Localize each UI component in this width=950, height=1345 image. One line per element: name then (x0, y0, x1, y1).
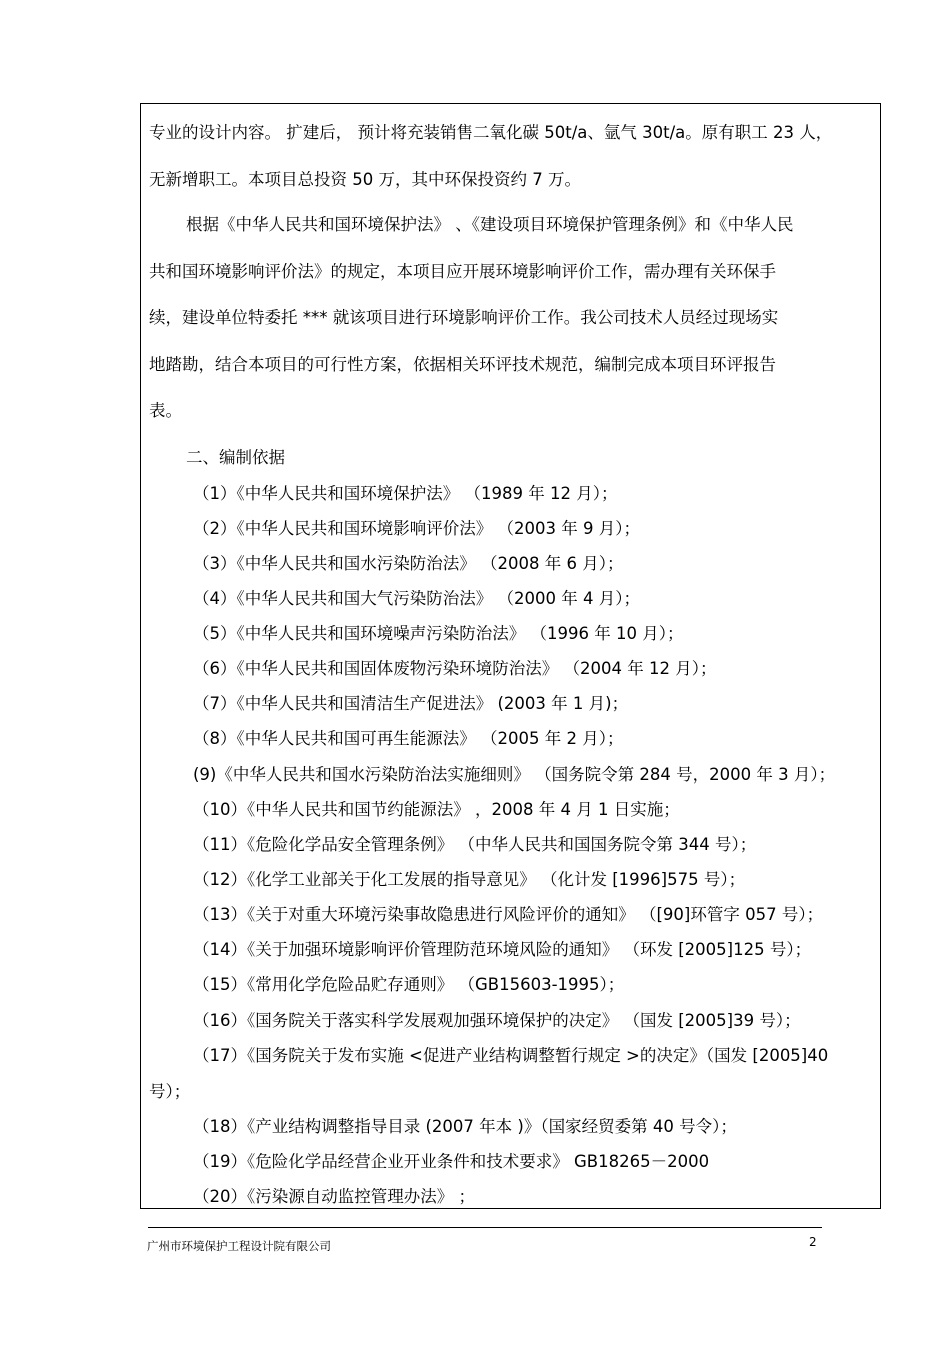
basis-item-18: （18）《产业结构调整指导目录 (2007 年本 )》（国家经贸委第 40 号令）； (193, 1117, 737, 1136)
intro-line-5: 续，建设单位特委托 *** 就该项目进行环境影响评价工作。我公司技术人员经过现场实 (149, 308, 779, 327)
intro-line-2: 无新增职工。本项目总投资 50 万，其中环保投资约 7 万。 (149, 170, 581, 189)
basis-item-13: （13）《关于对重大环境污染事故隐患进行风险评价的通知》 （[90]环管字 057 号）； (193, 905, 824, 924)
basis-item-15: （15）《常用化学危险品贮存通则》 （GB15603-1995）； (193, 975, 625, 994)
basis-item-4: （4）《中华人民共和国大气污染防治法》 （2000 年 4 月）； (193, 589, 640, 608)
page-number: 2 (809, 1235, 817, 1249)
basis-item-17-cont: 号）； (149, 1082, 191, 1101)
basis-item-20: （20）《污染源自动监控管理办法》 ； (193, 1187, 475, 1206)
basis-item-12: （12）《化学工业部关于化工发展的指导意见》 （化计发 [1996]575 号）； (193, 870, 746, 889)
section-title: 二、编制依据 (186, 448, 285, 467)
footer-divider (148, 1227, 822, 1228)
intro-line-4: 共和国环境影响评价法》的规定，本项目应开展环境影响评价工作，需办理有关环保手 (149, 262, 776, 281)
basis-item-7: （7）《中华人民共和国清洁生产促进法》 (2003 年 1 月)； (193, 694, 629, 713)
basis-item-1: （1）《中华人民共和国环境保护法》 （1989 年 12 月）； (193, 484, 618, 503)
basis-item-14: （14）《关于加强环境影响评价管理防范环境风险的通知》 （环发 [2005]125 号）； (193, 940, 812, 959)
basis-item-5: （5）《中华人民共和国环境噪声污染防治法》 （1996 年 10 月）； (193, 624, 684, 643)
basis-item-11: （11）《危险化学品安全管理条例》 （中华人民共和国国务院令第 344 号）； (193, 835, 757, 854)
footer-company: 广州市环境保护工程设计院有限公司 (147, 1239, 331, 1253)
basis-item-16: （16）《国务院关于落实科学发展观加强环境保护的决定》 （国发 [2005]39 号）； (193, 1011, 801, 1030)
basis-item-10: （10）《中华人民共和国节约能源法》 ，2008 年 4 月 1 日实施； (193, 800, 680, 819)
basis-item-8: （8）《中华人民共和国可再生能源法》 （2005 年 2 月）； (193, 729, 624, 748)
intro-line-1: 专业的设计内容。 扩建后， 预计将充装销售二氧化碳 50t/a、氩气 30t/a。原有职工 23 人， (149, 123, 833, 142)
basis-item-9: (9)《中华人民共和国水污染防治法实施细则》 （国务院令第 284 号，2000 年 3 月）； (193, 765, 836, 784)
basis-item-3: （3）《中华人民共和国水污染防治法》 （2008 年 6 月）； (193, 554, 624, 573)
intro-line-3: 根据《中华人民共和国环境保护法》 、《建设项目环境保护管理条例》和《中华人民 (186, 215, 794, 234)
basis-item-6: （6）《中华人民共和国固体废物污染环境防治法》 （2004 年 12 月）； (193, 659, 717, 678)
basis-item-19: （19）《危险化学品经营企业开业条件和技术要求》 GB18265－2000 (193, 1152, 710, 1171)
intro-line-7: 表。 (149, 401, 182, 420)
basis-item-17: （17）《国务院关于发布实施 <促进产业结构调整暂行规定 >的决定》（国发 [2005]40 (193, 1046, 829, 1065)
basis-item-2: （2）《中华人民共和国环境影响评价法》 （2003 年 9 月）； (193, 519, 640, 538)
intro-line-6: 地踏勘，结合本项目的可行性方案，依据相关环评技术规范，编制完成本项目环评报告 (149, 355, 776, 374)
